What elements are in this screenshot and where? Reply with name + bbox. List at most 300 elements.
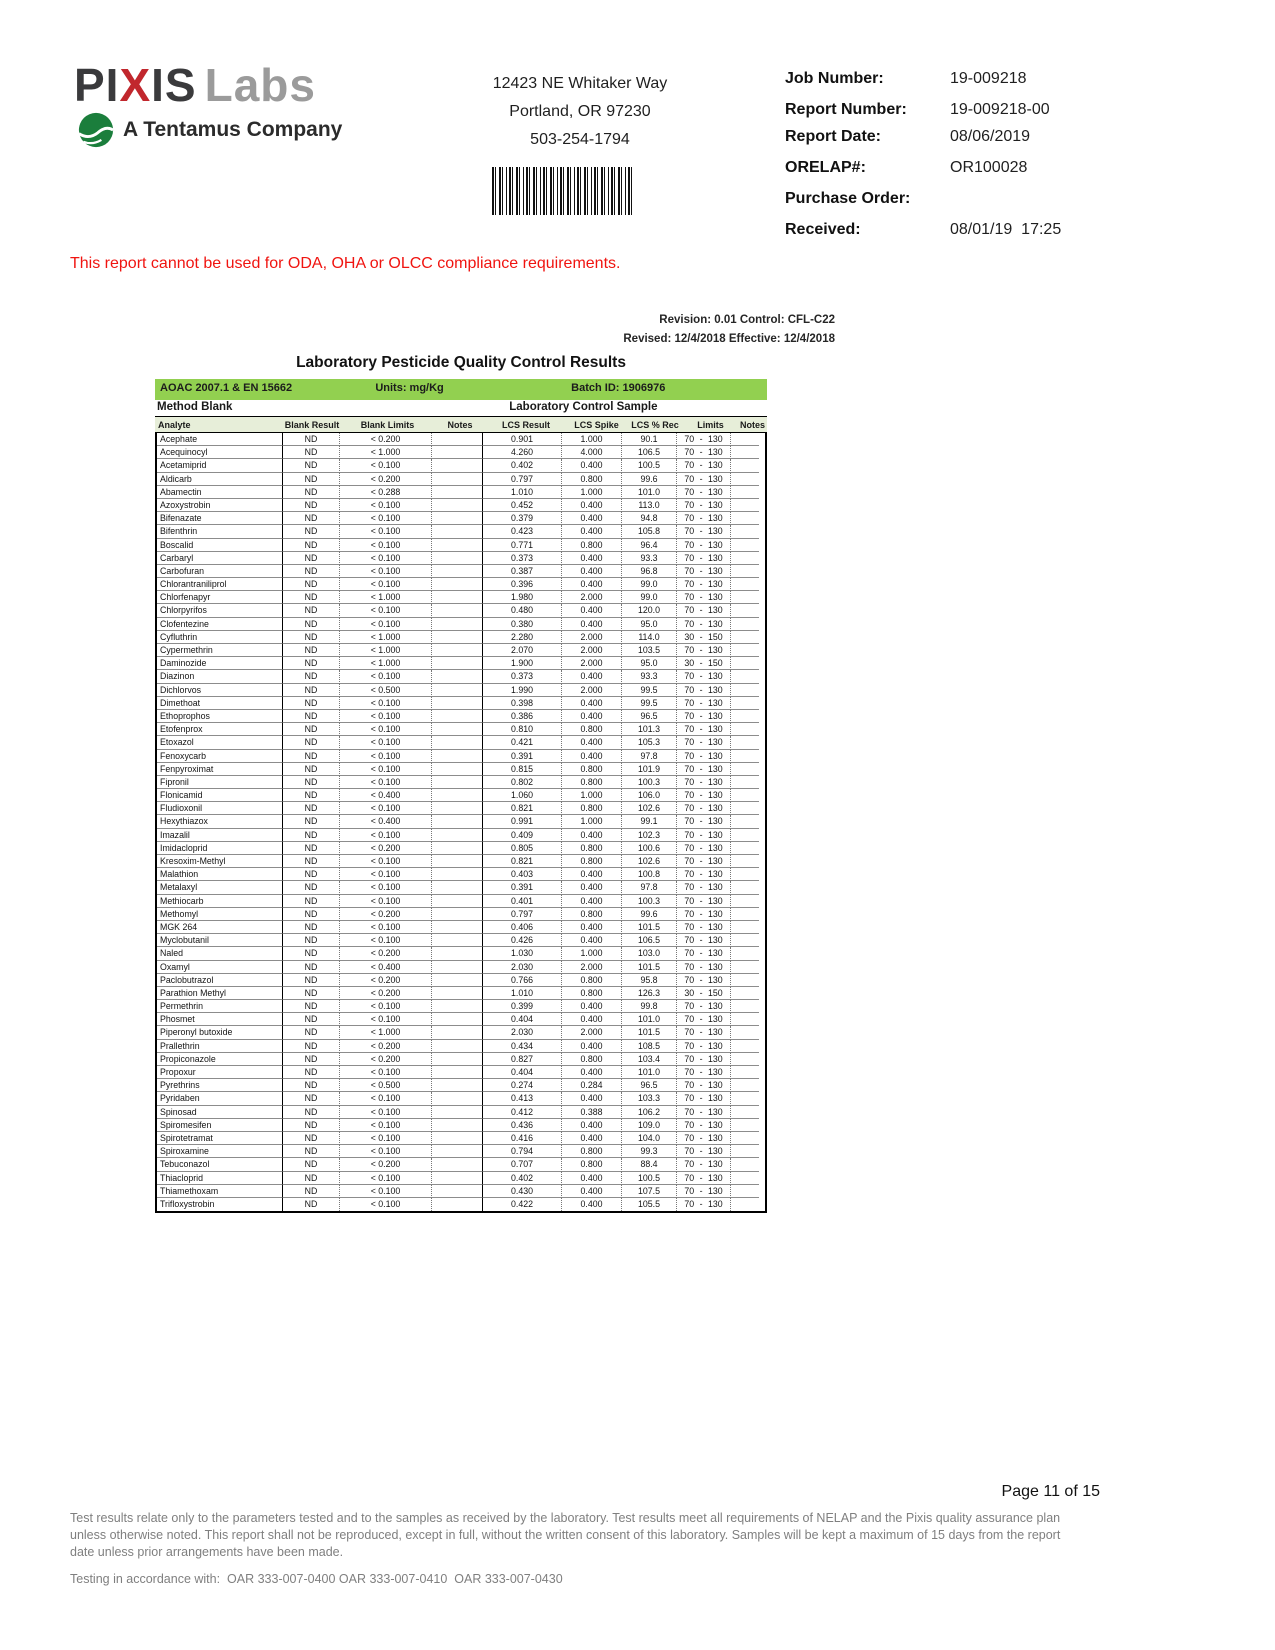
value-cell: 70 - 130 [677, 974, 731, 987]
col-notes: Notes [447, 419, 473, 430]
value-cell [432, 1066, 483, 1079]
value-cell: 70 - 130 [677, 723, 731, 736]
method-blank-heading: Method Blank [157, 401, 233, 413]
value-cell [432, 591, 483, 604]
value-cell: 2.000 [562, 961, 622, 974]
value-cell: 0.400 [562, 750, 622, 763]
table-section-row [155, 400, 767, 417]
value-cell: 70 - 130 [677, 591, 731, 604]
value-cell: ND [283, 670, 340, 683]
value-cell: 100.5 [622, 459, 677, 472]
value-cell: 70 - 130 [677, 644, 731, 657]
value-cell: 0.274 [483, 1079, 562, 1092]
value-cell: 0.406 [483, 921, 562, 934]
value-cell: 70 - 130 [677, 1185, 731, 1198]
value-cell: ND [283, 934, 340, 947]
value-cell: 100.6 [622, 842, 677, 855]
value-cell [731, 1158, 759, 1171]
value-cell: ND [283, 433, 340, 446]
value-cell: ND [283, 1145, 340, 1158]
value-cell [432, 815, 483, 828]
value-cell: 0.400 [562, 1132, 622, 1145]
value-cell: ND [283, 961, 340, 974]
logo-text-labs: Labs [204, 59, 316, 111]
value-cell: ND [283, 657, 340, 670]
value-cell: < 0.100 [340, 525, 432, 538]
value-cell [731, 473, 759, 486]
value-cell: 107.5 [622, 1185, 677, 1198]
value-cell [432, 987, 483, 1000]
value-cell: 0.386 [483, 710, 562, 723]
value-cell [432, 961, 483, 974]
value-cell: 70 - 130 [677, 776, 731, 789]
analyte-cell: Metalaxyl [157, 881, 283, 894]
value-cell: 0.400 [562, 868, 622, 881]
table-row [157, 855, 765, 868]
value-cell: 96.4 [622, 539, 677, 552]
column-header-row [155, 417, 767, 432]
value-cell: 0.426 [483, 934, 562, 947]
value-cell: 103.3 [622, 1092, 677, 1105]
value-cell: < 1.000 [340, 591, 432, 604]
value-cell [432, 565, 483, 578]
units-label: Units: mg/Kg [375, 382, 444, 394]
purchase-order-label: Purchase Order: [785, 190, 911, 207]
table-row [157, 684, 765, 697]
value-cell [731, 644, 759, 657]
table-row [157, 789, 765, 802]
value-cell: < 0.100 [340, 881, 432, 894]
value-cell: 70 - 130 [677, 895, 731, 908]
value-cell [432, 750, 483, 763]
value-cell: 0.800 [562, 842, 622, 855]
value-cell: 96.5 [622, 1079, 677, 1092]
value-cell: 0.388 [562, 1106, 622, 1119]
value-cell: 30 - 150 [677, 657, 731, 670]
table-row [157, 987, 765, 1000]
revision-control-line: Revision: 0.01 Control: CFL-C22 [659, 314, 835, 326]
value-cell: 100.8 [622, 868, 677, 881]
value-cell [432, 578, 483, 591]
analyte-cell: Boscalid [157, 539, 283, 552]
value-cell: ND [283, 1092, 340, 1105]
value-cell: < 0.100 [340, 1013, 432, 1026]
value-cell: 70 - 130 [677, 499, 731, 512]
value-cell: 0.400 [562, 881, 622, 894]
table-row [157, 908, 765, 921]
value-cell: ND [283, 868, 340, 881]
table-row [157, 1079, 765, 1092]
table-row [157, 868, 765, 881]
analyte-cell: Thiamethoxam [157, 1185, 283, 1198]
value-cell [731, 1066, 759, 1079]
value-cell [731, 1185, 759, 1198]
value-cell [731, 710, 759, 723]
value-cell: ND [283, 842, 340, 855]
table-row [157, 1119, 765, 1132]
value-cell [432, 974, 483, 987]
value-cell: < 0.100 [340, 895, 432, 908]
table-row [157, 974, 765, 987]
value-cell: ND [283, 446, 340, 459]
value-cell [432, 1106, 483, 1119]
report-number-label: Report Number: [785, 101, 907, 118]
table-row [157, 895, 765, 908]
value-cell: < 0.100 [340, 670, 432, 683]
value-cell: 105.8 [622, 525, 677, 538]
table-row [157, 1092, 765, 1105]
purchase-order-row [785, 190, 1205, 208]
value-cell [432, 1158, 483, 1171]
table-row [157, 1026, 765, 1039]
value-cell: 105.5 [622, 1198, 677, 1211]
table-row [157, 565, 765, 578]
value-cell: < 1.000 [340, 446, 432, 459]
value-cell: 95.0 [622, 618, 677, 631]
value-cell: ND [283, 1198, 340, 1211]
value-cell: 0.766 [483, 974, 562, 987]
value-cell: 0.401 [483, 895, 562, 908]
value-cell: 70 - 130 [677, 829, 731, 842]
value-cell: 103.4 [622, 1053, 677, 1066]
value-cell: < 0.200 [340, 1040, 432, 1053]
value-cell: 70 - 130 [677, 881, 731, 894]
value-cell: 70 - 130 [677, 868, 731, 881]
analyte-cell: Bifenthrin [157, 525, 283, 538]
table-row [157, 499, 765, 512]
value-cell: 0.901 [483, 433, 562, 446]
value-cell: 103.5 [622, 644, 677, 657]
value-cell: 0.400 [562, 1000, 622, 1013]
value-cell: 106.2 [622, 1106, 677, 1119]
report-date-row [785, 128, 1205, 146]
value-cell: 4.260 [483, 446, 562, 459]
value-cell: 0.707 [483, 1158, 562, 1171]
table-row [157, 1132, 765, 1145]
value-cell: 70 - 130 [677, 446, 731, 459]
table-body [155, 432, 767, 1213]
value-cell: 104.0 [622, 1132, 677, 1145]
value-cell: 0.404 [483, 1066, 562, 1079]
value-cell: 70 - 130 [677, 1106, 731, 1119]
value-cell: 102.6 [622, 802, 677, 815]
col-blank-limits: Blank Limits [360, 419, 415, 430]
value-cell: 1.000 [562, 815, 622, 828]
table-row [157, 881, 765, 894]
analyte-cell: Kresoxim-Methyl [157, 855, 283, 868]
value-cell [432, 1172, 483, 1185]
value-cell [432, 473, 483, 486]
analyte-cell: Imidacloprid [157, 842, 283, 855]
value-cell: 114.0 [622, 631, 677, 644]
value-cell [432, 486, 483, 499]
value-cell: 0.399 [483, 1000, 562, 1013]
analyte-cell: Acephate [157, 433, 283, 446]
analyte-cell: MGK 264 [157, 921, 283, 934]
value-cell: 0.391 [483, 750, 562, 763]
value-cell: 0.821 [483, 855, 562, 868]
analyte-cell: Pyrethrins [157, 1079, 283, 1092]
table-row [157, 446, 765, 459]
value-cell: < 0.200 [340, 473, 432, 486]
value-cell: 2.000 [562, 644, 622, 657]
value-cell: 1.900 [483, 657, 562, 670]
value-cell: ND [283, 829, 340, 842]
col-limits: Limits [697, 419, 724, 430]
value-cell [731, 934, 759, 947]
value-cell: 109.0 [622, 1119, 677, 1132]
table-row [157, 1000, 765, 1013]
value-cell: < 0.100 [340, 499, 432, 512]
table-row [157, 512, 765, 525]
value-cell: 70 - 130 [677, 1198, 731, 1211]
value-cell: < 0.100 [340, 697, 432, 710]
value-cell: 0.434 [483, 1040, 562, 1053]
value-cell: < 0.100 [340, 776, 432, 789]
col-notes-2: Notes [739, 419, 765, 430]
value-cell [731, 974, 759, 987]
value-cell [432, 644, 483, 657]
value-cell [731, 1132, 759, 1145]
analyte-cell: Dimethoat [157, 697, 283, 710]
value-cell: 70 - 130 [677, 1040, 731, 1053]
value-cell: < 0.100 [340, 868, 432, 881]
value-cell [432, 842, 483, 855]
value-cell: 113.0 [622, 499, 677, 512]
value-cell [432, 921, 483, 934]
value-cell: ND [283, 1172, 340, 1185]
value-cell [731, 829, 759, 842]
value-cell: < 0.100 [340, 1185, 432, 1198]
value-cell: < 0.288 [340, 486, 432, 499]
value-cell: 0.436 [483, 1119, 562, 1132]
table-row [157, 1013, 765, 1026]
value-cell [432, 789, 483, 802]
value-cell: 0.421 [483, 736, 562, 749]
analyte-cell: Fenpyroximat [157, 763, 283, 776]
value-cell [432, 1040, 483, 1053]
value-cell [731, 697, 759, 710]
value-cell [432, 1013, 483, 1026]
value-cell [731, 1198, 759, 1211]
value-cell: ND [283, 802, 340, 815]
analyte-cell: Imazalil [157, 829, 283, 842]
value-cell: < 0.100 [340, 763, 432, 776]
value-cell: < 0.100 [340, 578, 432, 591]
table-row [157, 710, 765, 723]
value-cell [432, 895, 483, 908]
col-lcs-result: LCS Result [501, 419, 550, 430]
value-cell [731, 618, 759, 631]
value-cell [432, 1132, 483, 1145]
table-row [157, 815, 765, 828]
value-cell: < 0.400 [340, 815, 432, 828]
value-cell: ND [283, 618, 340, 631]
address-line-3: 503-254-1794 [530, 131, 630, 148]
col-lcs-spike: LCS Spike [574, 419, 619, 430]
table-row [157, 604, 765, 617]
value-cell: < 0.100 [340, 565, 432, 578]
col-analyte: Analyte [158, 419, 191, 430]
value-cell: 0.400 [562, 1198, 622, 1211]
table-row [157, 1053, 765, 1066]
value-cell: 106.5 [622, 446, 677, 459]
value-cell: 99.0 [622, 578, 677, 591]
value-cell: 0.400 [562, 578, 622, 591]
value-cell: 0.480 [483, 604, 562, 617]
value-cell: 70 - 130 [677, 539, 731, 552]
value-cell: 0.400 [562, 895, 622, 908]
analyte-cell: Bifenazate [157, 512, 283, 525]
value-cell: 70 - 130 [677, 697, 731, 710]
table-row [157, 631, 765, 644]
value-cell [731, 776, 759, 789]
value-cell: < 0.100 [340, 855, 432, 868]
analyte-cell: Hexythiazox [157, 815, 283, 828]
value-cell: 1.000 [562, 486, 622, 499]
value-cell [432, 552, 483, 565]
value-cell: 0.391 [483, 881, 562, 894]
value-cell: 0.400 [562, 1172, 622, 1185]
report-number-row [785, 101, 1205, 119]
job-number-label: Job Number: [785, 70, 884, 87]
value-cell: < 1.000 [340, 1026, 432, 1039]
value-cell: ND [283, 697, 340, 710]
job-number-value: 19-009218 [950, 70, 1027, 87]
value-cell: < 0.100 [340, 710, 432, 723]
value-cell: 70 - 130 [677, 842, 731, 855]
value-cell: 1.990 [483, 684, 562, 697]
table-row [157, 697, 765, 710]
value-cell [731, 723, 759, 736]
table-row [157, 842, 765, 855]
logo-text: IS [151, 59, 197, 111]
value-cell [731, 433, 759, 446]
value-cell: ND [283, 684, 340, 697]
value-cell: 99.3 [622, 1145, 677, 1158]
table-row [157, 618, 765, 631]
value-cell: 0.284 [562, 1079, 622, 1092]
value-cell: ND [283, 631, 340, 644]
value-cell: 70 - 130 [677, 789, 731, 802]
value-cell: 0.400 [562, 736, 622, 749]
value-cell: ND [283, 499, 340, 512]
value-cell: 96.8 [622, 565, 677, 578]
analyte-cell: Etoxazol [157, 736, 283, 749]
analyte-cell: Chlorantraniliprol [157, 578, 283, 591]
value-cell: ND [283, 1013, 340, 1026]
value-cell: 99.0 [622, 591, 677, 604]
value-cell [432, 736, 483, 749]
value-cell: 93.3 [622, 552, 677, 565]
value-cell: 0.400 [562, 1119, 622, 1132]
analyte-cell: Spiroxamine [157, 1145, 283, 1158]
analyte-cell: Parathion Methyl [157, 987, 283, 1000]
value-cell: ND [283, 789, 340, 802]
analyte-cell: Fenoxycarb [157, 750, 283, 763]
value-cell [432, 776, 483, 789]
value-cell: < 0.100 [340, 512, 432, 525]
value-cell: 70 - 130 [677, 433, 731, 446]
value-cell: 0.400 [562, 829, 622, 842]
value-cell: 70 - 130 [677, 1079, 731, 1092]
value-cell: 70 - 130 [677, 1053, 731, 1066]
value-cell: 70 - 130 [677, 921, 731, 934]
value-cell: 102.3 [622, 829, 677, 842]
value-cell: < 0.200 [340, 1053, 432, 1066]
analyte-cell: Abamectin [157, 486, 283, 499]
value-cell: ND [283, 459, 340, 472]
value-cell [432, 512, 483, 525]
value-cell [731, 895, 759, 908]
value-cell: < 0.100 [340, 1172, 432, 1185]
value-cell: 0.422 [483, 1198, 562, 1211]
value-cell: 1.980 [483, 591, 562, 604]
value-cell [731, 486, 759, 499]
analyte-cell: Prallethrin [157, 1040, 283, 1053]
table-row [157, 776, 765, 789]
value-cell: < 0.200 [340, 1158, 432, 1171]
value-cell [432, 947, 483, 960]
table-row [157, 1145, 765, 1158]
value-cell: < 0.100 [340, 1119, 432, 1132]
value-cell: 0.800 [562, 908, 622, 921]
value-cell [432, 1198, 483, 1211]
value-cell: 2.000 [562, 684, 622, 697]
value-cell: ND [283, 473, 340, 486]
value-cell: 70 - 130 [677, 934, 731, 947]
value-cell: 70 - 130 [677, 512, 731, 525]
analyte-cell: Naled [157, 947, 283, 960]
value-cell: ND [283, 539, 340, 552]
value-cell: ND [283, 591, 340, 604]
value-cell [731, 552, 759, 565]
value-cell: 1.000 [562, 433, 622, 446]
value-cell: ND [283, 1158, 340, 1171]
value-cell: 0.387 [483, 565, 562, 578]
value-cell: ND [283, 763, 340, 776]
value-cell [731, 815, 759, 828]
value-cell: 0.400 [562, 934, 622, 947]
value-cell: 99.5 [622, 684, 677, 697]
value-cell: 70 - 130 [677, 1066, 731, 1079]
table-method-bar [155, 379, 767, 400]
orelap-label: ORELAP#: [785, 159, 866, 176]
logo-wordmark [74, 59, 342, 111]
value-cell: < 0.100 [340, 1066, 432, 1079]
value-cell: 0.373 [483, 670, 562, 683]
value-cell: 0.800 [562, 1158, 622, 1171]
revised-effective-line: Revised: 12/4/2018 Effective: 12/4/2018 [623, 333, 835, 345]
value-cell [432, 1079, 483, 1092]
value-cell: < 0.100 [340, 1000, 432, 1013]
value-cell: 0.800 [562, 974, 622, 987]
analyte-cell: Aldicarb [157, 473, 283, 486]
value-cell [731, 1079, 759, 1092]
value-cell: < 0.100 [340, 736, 432, 749]
value-cell: 2.000 [562, 1026, 622, 1039]
value-cell [731, 908, 759, 921]
value-cell: 126.3 [622, 987, 677, 1000]
analyte-cell: Cypermethrin [157, 644, 283, 657]
value-cell: 0.771 [483, 539, 562, 552]
value-cell: < 0.100 [340, 934, 432, 947]
value-cell [432, 908, 483, 921]
value-cell [731, 512, 759, 525]
value-cell: 1.030 [483, 947, 562, 960]
pixis-labs-logo [74, 59, 343, 148]
value-cell: 101.3 [622, 723, 677, 736]
